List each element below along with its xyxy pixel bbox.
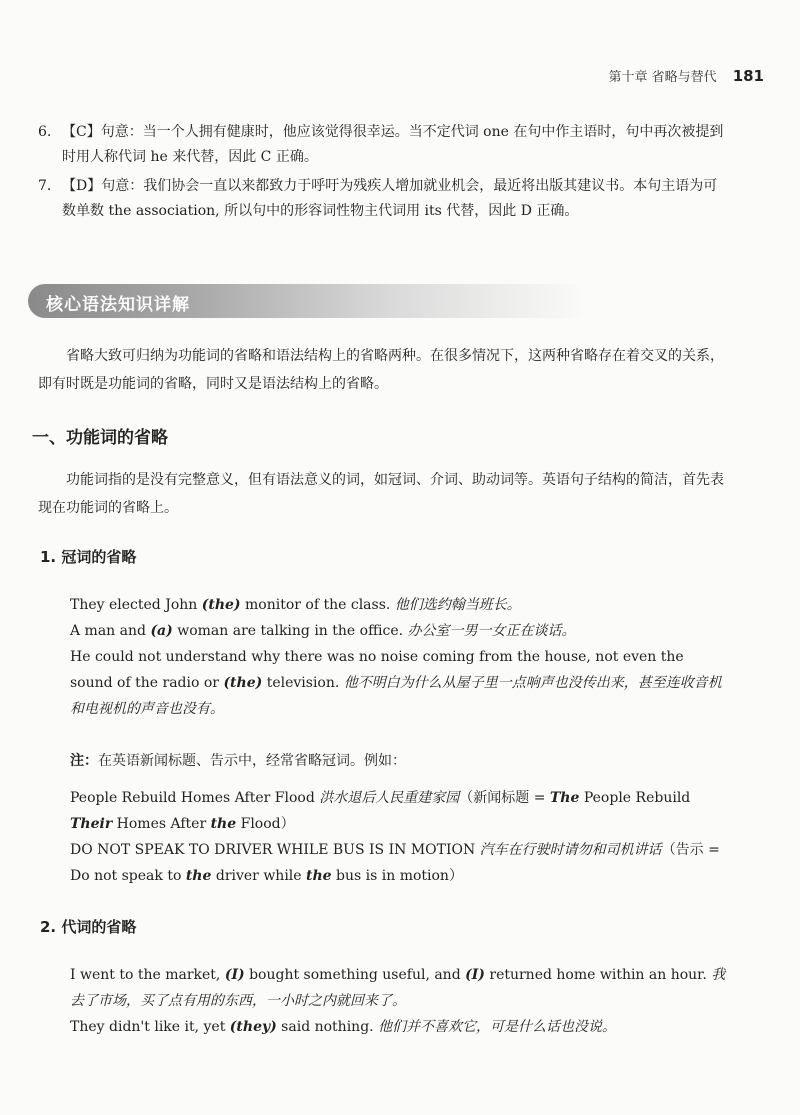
translation: 他们并不喜欢它，可是什么话也没说。 [378,1019,617,1035]
headline-example [70,785,730,837]
example-text: They didn't like it, yet [70,1019,230,1035]
omitted-word: Their [70,816,113,832]
subsection-heading-pronouns: 2. 代词的省略 [40,918,137,936]
example-text: said nothing. [276,1019,379,1035]
notice-example [70,837,730,889]
example-text: bus is in motion） [331,868,463,884]
example-text: returned home within an hour. [484,967,712,983]
example-text: DO NOT SPEAK TO DRIVER WHILE BUS IS IN MOTION [70,842,480,858]
note [70,748,730,774]
example-text: （告示 = Do not speak to [70,842,720,884]
example-text: Flood） [236,816,295,832]
example-text: television. [262,675,344,691]
translation: 洪水退后人民重建家园 [319,790,460,806]
section-intro-paragraph: 功能词指的是没有完整意义，但有语法意义的词，如冠词、介词、助动词等。英语句子结构的简洁，首先表现在功能词的省略上。 [38,472,724,516]
omitted-word: The [549,790,580,806]
page-number: 181 [732,67,764,85]
answer-number: 6. [38,124,52,140]
subsection-heading-articles: 1. 冠词的省略 [40,548,137,566]
answer-list [38,120,728,228]
translation: 他们选约翰当班长。 [394,597,521,613]
example-sentence [70,618,730,644]
omitted-word: the [306,868,332,884]
example-text: monitor of the class. [240,597,395,613]
article-examples [70,592,730,722]
translation: 我去了市场，买了点有用的东西，一小时之内就回来了。 [70,967,726,1009]
example-text: I went to the market, [70,967,225,983]
example-text: A man and [70,623,151,639]
answer-number: 7. [38,178,52,194]
omitted-word: (I) [465,967,485,983]
running-head [609,66,764,85]
example-text: （新闻标题 = [459,790,550,806]
banner-title: 核心语法知识详解 [46,295,190,315]
omitted-word: (the) [201,597,241,613]
omitted-word: (the) [223,675,263,691]
answer-text: 【C】句意：当一个人拥有健康时，他应该觉得很幸运。当不定代词 one 在句中作主语时，句中再次被提到时用人称代词 he 来代替，因此 C 正确。 [62,124,724,165]
translation: 办公室一男一女正在谈话。 [407,623,576,639]
translation: 汽车在行驶时请勿和司机讲话 [479,842,662,858]
note-text: 在英语新闻标题、告示中，经常省略冠词。例如： [98,753,406,769]
example-text: People Rebuild [579,790,691,806]
example-sentence [70,644,730,722]
omitted-word: (I) [224,967,245,983]
example-text: They elected John [70,597,202,613]
example-text: Homes After [112,816,211,832]
example-text: driver while [211,868,307,884]
chapter-title: 第十章 省略与替代 [608,70,717,85]
example-sentence [70,962,730,1014]
omitted-word: the [185,868,212,884]
translation: 他不明白为什么从屋子里一点响声也没传出来，甚至连收音机和电视机的声音也没有。 [70,675,722,717]
section-banner [28,284,588,318]
example-text: He could not understand why there was no noise coming from the house, not even the sound of the radio or [70,649,684,691]
example-text: People Rebuild Homes After Flood [70,790,320,806]
pronoun-examples [70,962,730,1040]
example-text: bought something useful, and [244,967,466,983]
example-sentence [70,592,730,618]
answer-item [38,120,728,170]
example-sentence [70,1014,730,1040]
answer-text: 【D】句意：我们协会一直以来都致力于呼吁为残疾人增加就业机会，最近将出版其建议书。本句主语为可数单数 the association, 所以句中的形容词性物主代词用 its 代替，因此 D 正确。 [62,178,718,219]
headline-examples [70,785,730,889]
answer-item [38,174,728,224]
section-heading: 一、功能词的省略 [32,428,168,448]
intro-paragraph: 省略大致可归纳为功能词的省略和语法结构上的省略两种。在很多情况下，这两种省略存在着交叉的关系，即有时既是功能词的省略，同时又是语法结构上的省略。 [38,348,724,392]
note-label: 注： [70,753,98,769]
example-text: woman are talking in the office. [172,623,408,639]
omitted-word: the [210,816,237,832]
omitted-word: (a) [150,623,173,639]
omitted-word: (they) [229,1019,277,1035]
